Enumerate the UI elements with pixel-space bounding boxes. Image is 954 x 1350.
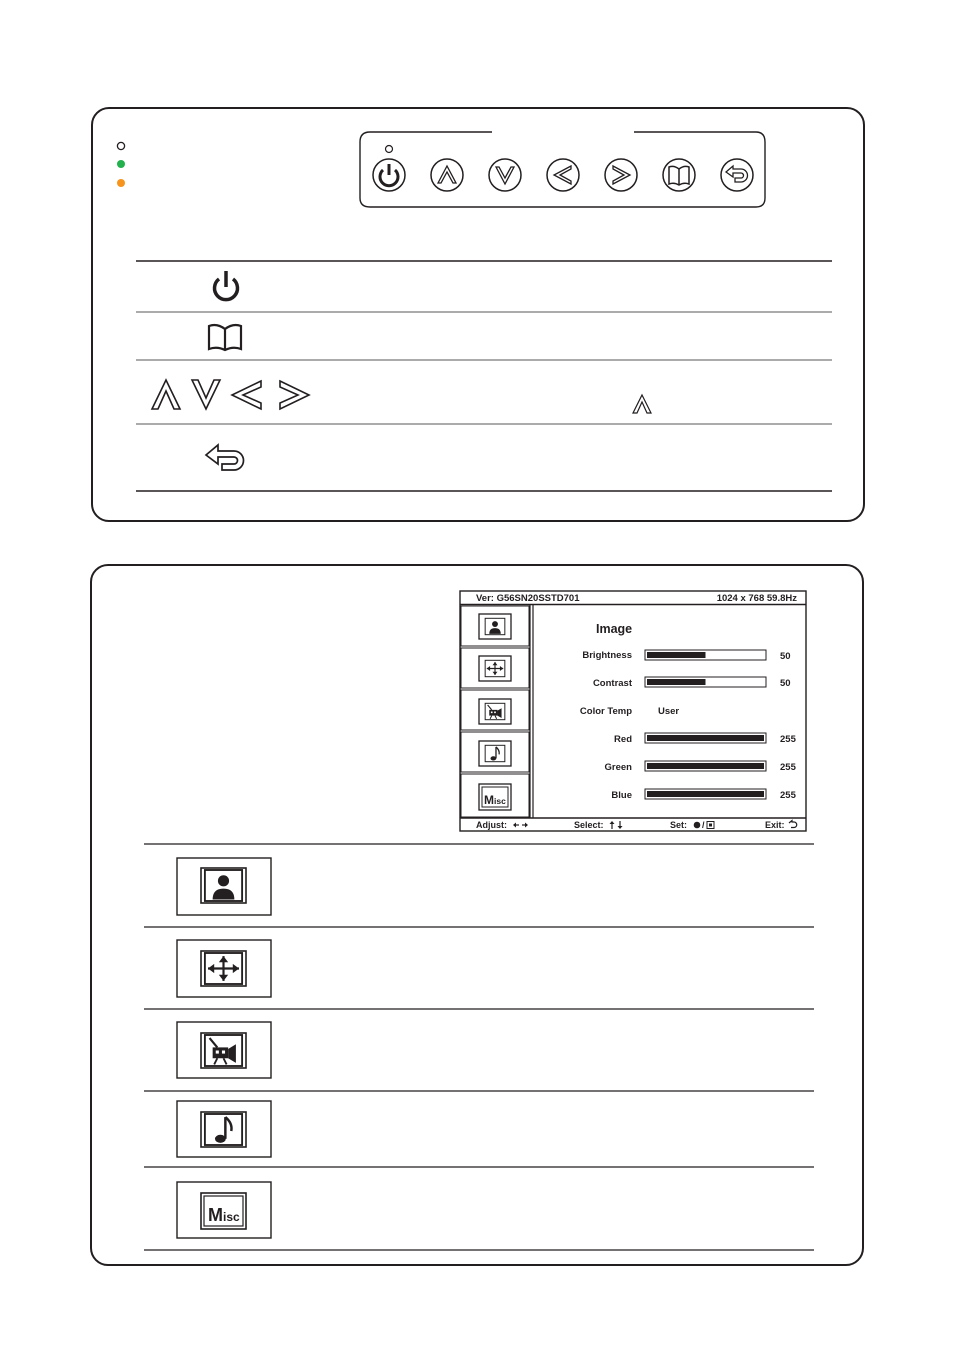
video-icon bbox=[205, 1035, 242, 1066]
power-led-off bbox=[117, 142, 124, 149]
contrast-slider-fill bbox=[647, 679, 706, 685]
green-slider-fill bbox=[647, 763, 764, 769]
osd-tab-image[interactable] bbox=[461, 606, 529, 646]
brightness-slider-fill bbox=[647, 652, 706, 658]
up-arrow-icon bbox=[633, 395, 651, 413]
exit-return-icon bbox=[206, 445, 244, 470]
osd-value-green: 255 bbox=[780, 762, 796, 773]
bar-led-icon bbox=[386, 146, 393, 153]
front-controls-drawing bbox=[0, 0, 954, 540]
osd-value-color-temp[interactable]: User bbox=[658, 706, 680, 717]
osd-menu-title: Image bbox=[596, 622, 633, 636]
exit-return-icon bbox=[726, 166, 748, 182]
up-button[interactable] bbox=[431, 159, 463, 191]
right-arrow-icon bbox=[613, 166, 630, 184]
left-arrow-icon bbox=[554, 166, 571, 184]
image-icon bbox=[205, 870, 242, 901]
osd-label-red: Red bbox=[614, 734, 632, 745]
right-button[interactable] bbox=[605, 159, 637, 191]
front-button-bar bbox=[360, 132, 765, 207]
osd-tab-position[interactable] bbox=[461, 648, 529, 688]
position-icon bbox=[205, 953, 242, 984]
misc-icon bbox=[484, 793, 506, 807]
misc-label-big: M bbox=[484, 793, 494, 807]
osd-label-contrast: Contrast bbox=[592, 678, 632, 689]
down-arrow-icon bbox=[496, 167, 514, 184]
image-icon bbox=[485, 618, 505, 634]
legend-misc-icon bbox=[177, 1182, 271, 1238]
slash-separator: / bbox=[702, 820, 705, 830]
power-small-icon bbox=[694, 822, 701, 829]
exit-button[interactable] bbox=[721, 159, 753, 191]
misc-label-big: M bbox=[208, 1205, 223, 1225]
up-arrow-icon bbox=[152, 380, 180, 409]
misc-label-small: isc bbox=[494, 796, 506, 806]
osd-value-red: 255 bbox=[780, 734, 796, 745]
osd-value-brightness: 50 bbox=[780, 651, 791, 662]
down-button[interactable] bbox=[489, 159, 521, 191]
legend-video-icon bbox=[177, 1022, 271, 1078]
down-arrow-icon bbox=[192, 380, 220, 409]
footer-exit: Exit: bbox=[765, 820, 785, 830]
osd-value-blue: 255 bbox=[780, 790, 796, 801]
power-led-green bbox=[117, 160, 125, 168]
power-icon bbox=[215, 271, 238, 300]
up-arrow-icon bbox=[438, 166, 456, 183]
video-icon bbox=[485, 703, 505, 719]
blue-slider-fill bbox=[647, 791, 764, 797]
right-arrow-icon bbox=[280, 381, 309, 409]
power-led-orange bbox=[117, 179, 125, 187]
menu-book-icon bbox=[209, 325, 241, 350]
legend-position-icon bbox=[177, 940, 271, 997]
osd-resolution: 1024 x 768 59.8Hz bbox=[716, 593, 797, 604]
osd-tab-video[interactable] bbox=[461, 690, 529, 730]
osd-tab-misc[interactable] bbox=[461, 774, 529, 817]
osd-label-brightness: Brightness bbox=[582, 650, 632, 661]
misc-label-small: isc bbox=[223, 1210, 240, 1224]
left-button[interactable] bbox=[547, 159, 579, 191]
osd-tab-audio[interactable] bbox=[461, 732, 529, 772]
power-button[interactable] bbox=[373, 159, 405, 191]
osd-label-color-temp: Color Temp bbox=[579, 706, 632, 717]
footer-select: Select: bbox=[574, 820, 604, 830]
audio-icon bbox=[485, 745, 505, 761]
legend-image-icon bbox=[177, 858, 271, 915]
power-icon bbox=[380, 164, 398, 186]
menu-button[interactable] bbox=[663, 159, 695, 191]
menu-book-icon bbox=[669, 166, 689, 185]
navigation-arrows bbox=[152, 380, 309, 409]
footer-set: Set: bbox=[670, 820, 688, 830]
position-icon bbox=[485, 660, 505, 676]
footer-adjust: Adjust: bbox=[476, 820, 507, 830]
osd-value-contrast: 50 bbox=[780, 678, 791, 689]
left-arrow-icon bbox=[232, 381, 261, 409]
audio-icon bbox=[205, 1114, 242, 1145]
osd-label-blue: Blue bbox=[611, 790, 632, 801]
osd-drawing bbox=[0, 540, 954, 1350]
osd-label-green: Green bbox=[604, 762, 632, 773]
legend-audio-icon bbox=[177, 1101, 271, 1157]
osd-version: Ver: G56SN20SSTD701 bbox=[476, 593, 580, 604]
red-slider-fill bbox=[647, 735, 764, 741]
